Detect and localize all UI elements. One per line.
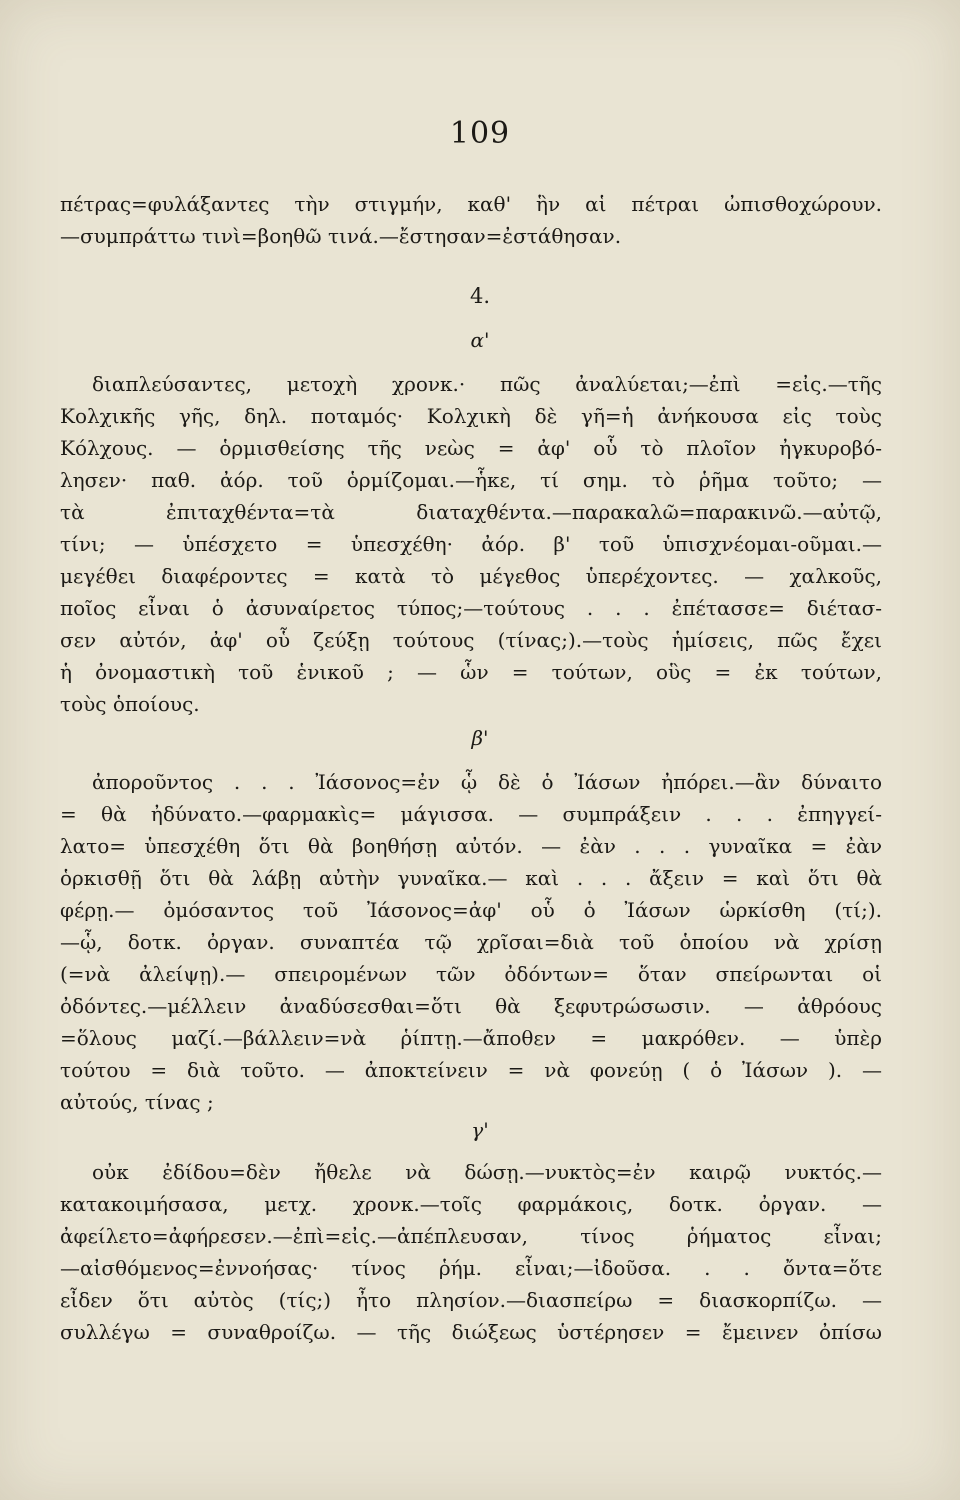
text-line: Κόλχους. — ὁρμισθείσης τῆς νεὼς = ἀφ' οὗ τὸ πλοῖον ἠγκυροβό-	[60, 436, 882, 460]
text-line: ἀποροῦντος . . . Ἰάσονος=ἐν ᾧ δὲ ὁ Ἰάσων ἠπόρει.—ἂν δύναιτο	[92, 770, 882, 794]
text-line: φέρῃ.— ὀμόσαντος τοῦ Ἰάσονος=ἀφ' οὗ ὁ Ἰάσων ὡρκίσθη (τί;).	[60, 898, 882, 922]
text-line: Κολχικῆς γῆς, δηλ. ποταμός· Κολχικὴ δὲ γῆ=ἡ ἀνήκουσα εἰς τοὺς	[60, 404, 882, 428]
text-line: —συμπράττω τινὶ=βοηθῶ τινά.—ἔστησαν=ἐστάθησαν.	[60, 224, 622, 248]
text-line: μεγέθει διαφέροντες = κατὰ τὸ μέγεθος ὑπερέχοντες. — χαλκοῦς,	[60, 564, 882, 588]
intro-paragraph	[60, 188, 882, 252]
text-line: ἀφείλετο=ἀφήρεσεν.—ἐπὶ=εἰς.—ἀπέπλευσαν, τίνος ῥήματος εἶναι;	[60, 1224, 882, 1248]
subsection-heading-beta: β'	[471, 726, 489, 750]
text-line: λατο= ὑπεσχέθη ὅτι θὰ βοηθήσῃ αὐτόν. — ἐὰν . . . γυναῖκα = ἐὰν	[60, 834, 882, 858]
text-line: αὐτούς, τίνας ;	[60, 1090, 214, 1114]
subsection-beta-text	[60, 766, 882, 1118]
subsection-heading-gamma: γ'	[471, 1118, 489, 1142]
text-line: τὰ ἐπιταχθέντα=τὰ διαταχθέντα.—παρακαλῶ=παρακινῶ.—αὐτῷ,	[60, 500, 882, 524]
text-line: σεν αὐτόν, ἀφ' οὗ ζεύξῃ τούτους (τίνας;).—τοὺς ἡμίσεις, πῶς ἔχει	[60, 628, 882, 652]
text-line: ποῖος εἶναι ὁ ἀσυναίρετος τύπος;—τούτους . . . ἐπέτασσε= διέτασ-	[60, 596, 882, 620]
text-line: τίνι; — ὑπέσχετο = ὑπεσχέθη· ἀόρ. β' τοῦ ὑπισχνέομαι-οῦμαι.—	[60, 532, 882, 556]
text-line: οὐκ ἐδίδου=δὲν ἤθελε νὰ δώσῃ.—νυκτὸς=ἐν καιρῷ νυκτός.—	[92, 1160, 882, 1184]
text-line: (=νὰ ἀλείψῃ).— σπειρομένων τῶν ὀδόντων= ὅταν σπείρωνται οἱ	[60, 962, 882, 986]
text-line: ὀδόντες.—μέλλειν ἀναδύσεσθαι=ὅτι θὰ ξεφυτρώσωσιν. — ἀθρόους	[60, 994, 882, 1018]
text-line: εἶδεν ὅτι αὐτὸς (τίς;) ἦτο πλησίον.—διασπείρω = διασκορπίζω. —	[60, 1288, 882, 1312]
text-line: λησεν· παθ. ἀόρ. τοῦ ὁρμίζομαι.—ἧκε, τί σημ. τὸ ῥῆμα τοῦτο; —	[60, 468, 882, 492]
subsection-heading-alpha: α'	[470, 328, 490, 352]
text-line: —αἰσθόμενος=ἐννοήσας· τίνος ῥήμ. εἶναι;—ἰδοῦσα. . . ὄντα=ὅτε	[60, 1256, 882, 1280]
page-number: 109	[449, 116, 511, 151]
text-line: —ᾧ, δοτκ. ὀργαν. συναπτέα τῷ χρῖσαι=διὰ τοῦ ὁποίου νὰ χρίσῃ	[60, 930, 882, 954]
subsection-gamma-text	[60, 1156, 882, 1348]
text-line: συλλέγω = συναθροίζω. — τῆς διώξεως ὑστέρησεν = ἔμεινεν ὀπίσω	[60, 1320, 882, 1344]
text-line: ἡ ὀνομαστικὴ τοῦ ἑνικοῦ ; — ὧν = τούτων, οὓς = ἐκ τούτων,	[60, 660, 882, 684]
text-line: διαπλεύσαντες, μετοχὴ χρονκ.· πῶς ἀναλύεται;—ἐπὶ =εἰς.—τῆς	[92, 372, 882, 396]
section-number: 4.	[469, 284, 491, 308]
text-line: τούτου = διὰ τοῦτο. — ἀποκτείνειν = νὰ φονεύῃ ( ὁ Ἰάσων ). —	[60, 1058, 882, 1082]
subsection-alpha-text	[60, 368, 882, 720]
text-line: πέτρας=φυλάξαντες τὴν στιγμήν, καθ' ἣν αἱ πέτραι ὠπισθοχώρουν.	[60, 192, 882, 216]
text-line: ὁρκισθῇ ὅτι θὰ λάβῃ αὐτὴν γυναῖκα.— καὶ . . . ἄξειν = καὶ ὅτι θὰ	[60, 866, 882, 890]
text-line: = θὰ ἠδύνατο.—φαρμακὶς= μάγισσα. — συμπράξειν . . . ἐπηγγεί-	[60, 802, 882, 826]
text-line: =ὅλους μαζί.—βάλλειν=νὰ ῥίπτῃ.—ἄποθεν = μακρόθεν. — ὑπὲρ	[60, 1026, 882, 1050]
text-line: τοὺς ὁποίους.	[60, 692, 200, 716]
text-line: κατακοιμήσασα, μετχ. χρονκ.—τοῖς φαρμάκοις, δοτκ. ὀργαν. —	[60, 1192, 882, 1216]
